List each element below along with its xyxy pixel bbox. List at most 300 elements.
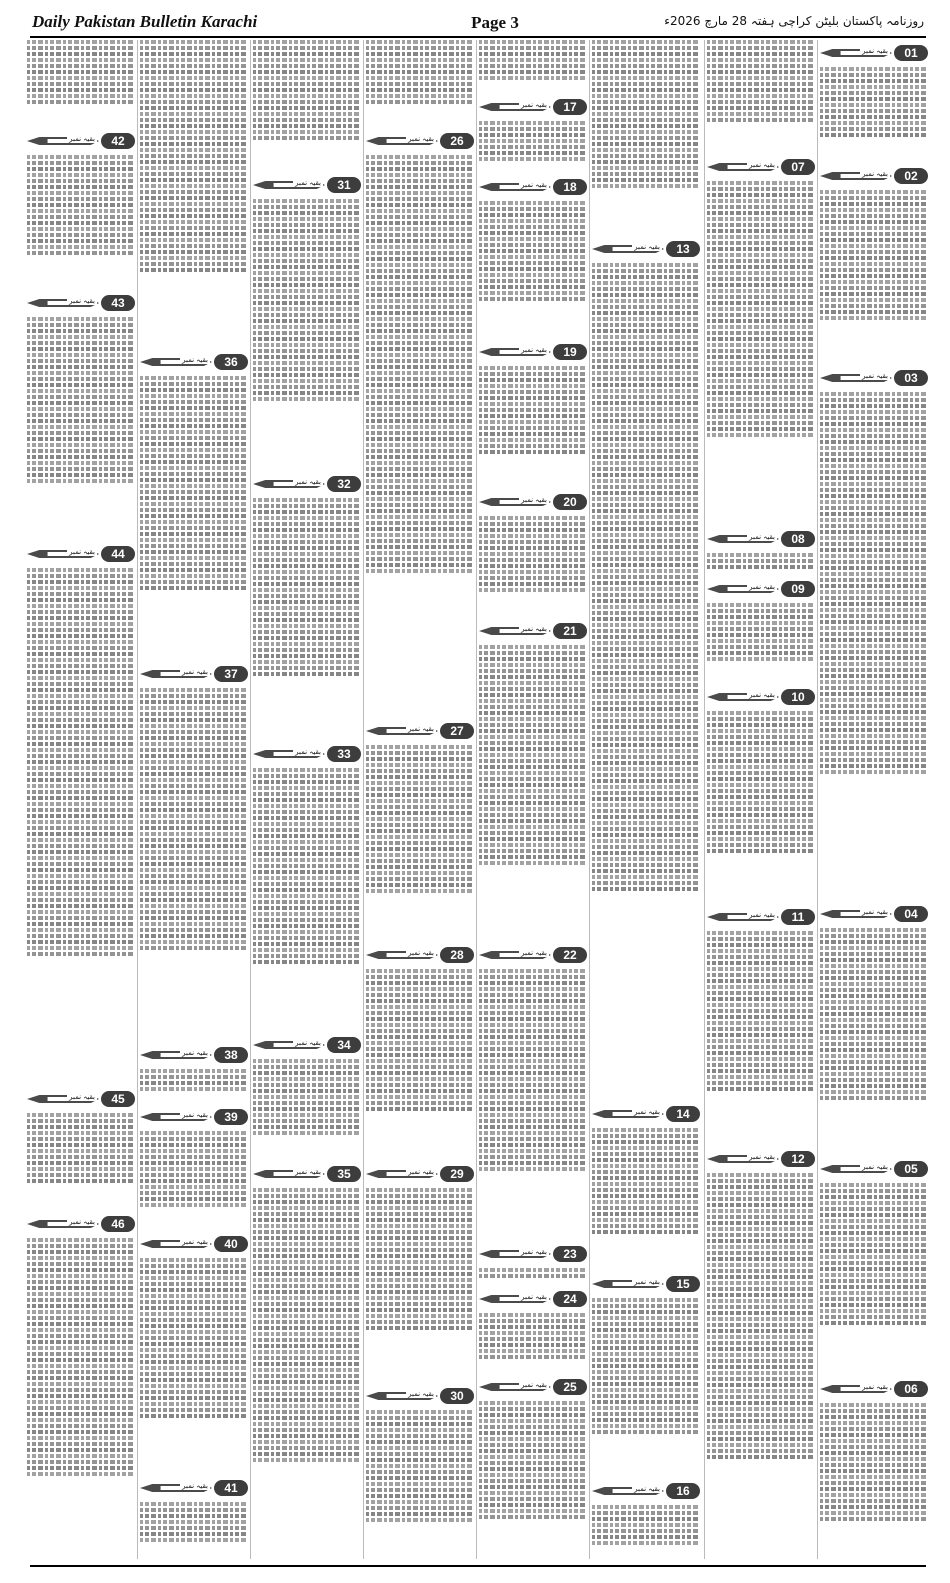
text-line — [140, 376, 248, 380]
text-line — [253, 1368, 361, 1372]
text-line — [820, 590, 928, 594]
text-line — [479, 741, 587, 745]
text-line — [27, 161, 135, 165]
text-line — [27, 76, 135, 80]
text-line — [707, 193, 815, 197]
text-line — [366, 557, 474, 561]
text-line — [27, 604, 135, 608]
continuation-marker — [140, 665, 248, 683]
text-line — [253, 331, 361, 335]
text-line — [479, 273, 587, 277]
continuation-number-badge: 32 — [327, 476, 361, 492]
text-line — [820, 1012, 928, 1016]
text-line — [820, 109, 928, 113]
article-text — [479, 643, 587, 944]
text-line — [592, 761, 700, 765]
text-line — [140, 1075, 248, 1079]
text-line — [707, 1209, 815, 1213]
continuation-marker — [479, 1290, 587, 1308]
text-line — [366, 287, 474, 291]
continuation-marker — [592, 1482, 700, 1500]
continuation-marker — [253, 745, 361, 763]
text-line — [253, 1434, 361, 1438]
text-line — [140, 922, 248, 926]
text-line — [707, 70, 815, 74]
text-line — [366, 293, 474, 297]
text-line — [820, 1231, 928, 1235]
text-line — [27, 377, 135, 381]
text-line — [253, 52, 361, 56]
text-line — [592, 269, 700, 273]
text-line — [707, 943, 815, 947]
text-line — [820, 1511, 928, 1515]
continuation-label: بقیہ نمبر — [69, 297, 95, 305]
text-line — [479, 987, 587, 991]
text-line — [140, 772, 248, 776]
text-line — [707, 1033, 815, 1037]
text-line — [140, 1312, 248, 1316]
text-line — [820, 548, 928, 552]
text-line — [592, 1316, 700, 1320]
text-line — [479, 657, 587, 661]
text-line — [707, 247, 815, 251]
text-line — [820, 304, 928, 308]
text-line — [253, 130, 361, 134]
text-line — [479, 139, 587, 143]
text-line — [820, 554, 928, 558]
text-line — [366, 167, 474, 171]
text-line — [707, 1221, 815, 1225]
continuation-label: بقیہ نمبر — [749, 583, 775, 591]
text-line — [479, 1461, 587, 1465]
text-line — [707, 1185, 815, 1189]
text-line — [820, 292, 928, 296]
text-line — [140, 532, 248, 536]
pen-icon — [592, 1277, 664, 1291]
text-line — [479, 711, 587, 715]
text-line — [592, 136, 700, 140]
text-line — [140, 64, 248, 68]
text-line — [140, 124, 248, 128]
text-line — [366, 197, 474, 201]
text-line — [253, 1380, 361, 1384]
text-line — [707, 753, 815, 757]
text-line — [140, 1161, 248, 1165]
continuation-label: بقیہ نمبر — [295, 1039, 321, 1047]
text-line — [707, 1075, 815, 1079]
continuation-label: بقیہ نمبر — [182, 356, 208, 364]
text-line — [366, 1296, 474, 1300]
text-line — [140, 754, 248, 758]
text-line — [820, 976, 928, 980]
text-line — [820, 1505, 928, 1509]
text-line — [707, 373, 815, 377]
text-line — [479, 372, 587, 376]
text-line — [479, 450, 587, 454]
article-text — [820, 1401, 928, 1561]
text-line — [592, 377, 700, 381]
text-line — [820, 512, 928, 516]
text-line — [707, 1425, 815, 1429]
text-line — [253, 295, 361, 299]
text-line — [820, 1243, 928, 1247]
text-line — [140, 1324, 248, 1328]
text-line — [479, 681, 587, 685]
text-line — [140, 694, 248, 698]
text-line — [140, 58, 248, 62]
text-line — [253, 846, 361, 850]
text-line — [253, 522, 361, 526]
text-line — [253, 1188, 361, 1192]
text-line — [707, 1257, 815, 1261]
text-line — [366, 527, 474, 531]
text-line — [479, 705, 587, 709]
text-line — [820, 1285, 928, 1289]
text-line — [479, 849, 587, 853]
text-line — [479, 243, 587, 247]
text-line — [140, 1538, 248, 1542]
text-line — [366, 533, 474, 537]
text-line — [27, 317, 135, 321]
article-text — [707, 1171, 815, 1561]
text-line — [140, 580, 248, 584]
text-line — [140, 1342, 248, 1346]
continuation-number-badge: 19 — [553, 344, 587, 360]
text-line — [140, 52, 248, 56]
text-line — [707, 747, 815, 751]
text-line — [27, 616, 135, 620]
text-line — [27, 251, 135, 255]
text-line — [253, 313, 361, 317]
text-line — [27, 395, 135, 399]
text-line — [253, 672, 361, 676]
text-line — [592, 599, 700, 603]
text-line — [592, 1230, 700, 1234]
continuation-number-badge: 28 — [440, 947, 474, 963]
text-line — [27, 826, 135, 830]
text-line — [820, 1321, 928, 1325]
continuation-number-badge: 04 — [894, 906, 928, 922]
text-line — [479, 1131, 587, 1135]
text-line — [820, 500, 928, 504]
text-line — [140, 1336, 248, 1340]
pen-icon — [479, 1247, 551, 1261]
text-line — [140, 730, 248, 734]
text-line — [479, 1337, 587, 1341]
text-line — [592, 323, 700, 327]
text-line — [366, 1464, 474, 1468]
text-line — [707, 1407, 815, 1411]
text-line — [27, 88, 135, 92]
text-line — [820, 1042, 928, 1046]
text-line — [707, 1395, 815, 1399]
text-line — [479, 522, 587, 526]
text-line — [479, 789, 587, 793]
text-line — [27, 904, 135, 908]
text-line — [820, 1493, 928, 1497]
text-line — [707, 421, 815, 425]
text-line — [366, 859, 474, 863]
text-line — [707, 1239, 815, 1243]
text-line — [27, 598, 135, 602]
pen-icon — [479, 100, 551, 114]
continuation-marker — [27, 1090, 135, 1108]
text-line — [479, 64, 587, 68]
text-line — [479, 570, 587, 574]
text-line — [479, 771, 587, 775]
masthead — [30, 10, 926, 38]
article-text — [366, 38, 474, 130]
text-line — [140, 1179, 248, 1183]
text-line — [366, 1428, 474, 1432]
text-line — [140, 808, 248, 812]
text-line — [27, 1322, 135, 1326]
text-line — [479, 249, 587, 253]
text-line — [27, 952, 135, 956]
text-line — [820, 250, 928, 254]
continuation-number-badge: 18 — [553, 179, 587, 195]
text-line — [820, 410, 928, 414]
continuation-number-badge: 41 — [214, 1480, 248, 1496]
text-line — [479, 414, 587, 418]
continuation-label: بقیہ نمبر — [182, 1482, 208, 1490]
text-line — [27, 1370, 135, 1374]
continuation-marker — [479, 343, 587, 361]
continuation-label: بقیہ نمبر — [182, 1049, 208, 1057]
text-line — [366, 1488, 474, 1492]
text-line — [820, 578, 928, 582]
text-line — [820, 1189, 928, 1193]
text-line — [707, 997, 815, 1001]
text-line — [140, 802, 248, 806]
text-line — [140, 244, 248, 248]
text-line — [27, 1286, 135, 1290]
text-line — [707, 801, 815, 805]
text-line — [479, 1485, 587, 1489]
text-line — [140, 784, 248, 788]
text-line — [592, 130, 700, 134]
text-line — [253, 271, 361, 275]
text-line — [479, 267, 587, 271]
text-line — [27, 928, 135, 932]
article-text — [253, 197, 361, 473]
text-line — [707, 313, 815, 317]
text-line — [479, 1509, 587, 1513]
text-line — [820, 232, 928, 236]
text-line — [592, 118, 700, 122]
text-line — [820, 97, 928, 101]
continuation-number-badge: 34 — [327, 1037, 361, 1053]
article-text — [707, 929, 815, 1148]
text-line — [479, 981, 587, 985]
text-line — [27, 215, 135, 219]
text-line — [140, 778, 248, 782]
text-line — [479, 546, 587, 550]
column-divider — [137, 40, 138, 1559]
text-line — [592, 1376, 700, 1380]
text-line — [592, 1388, 700, 1392]
text-line — [707, 949, 815, 953]
pen-icon — [820, 1382, 892, 1396]
text-line — [479, 285, 587, 289]
text-line — [253, 1446, 361, 1450]
text-line — [366, 1308, 474, 1312]
text-line — [27, 586, 135, 590]
text-line — [27, 874, 135, 878]
text-line — [140, 238, 248, 242]
text-line — [707, 361, 815, 365]
text-line — [27, 383, 135, 387]
pen-icon — [27, 547, 99, 561]
text-line — [592, 317, 700, 321]
text-line — [253, 277, 361, 281]
text-line — [592, 1352, 700, 1356]
text-line — [366, 871, 474, 875]
text-line — [820, 698, 928, 702]
text-line — [820, 1427, 928, 1431]
text-line — [140, 1318, 248, 1322]
text-line — [592, 797, 700, 801]
text-line — [140, 394, 248, 398]
text-line — [707, 379, 815, 383]
text-line — [820, 934, 928, 938]
text-line — [253, 106, 361, 110]
text-line — [479, 438, 587, 442]
text-line — [820, 964, 928, 968]
text-line — [479, 1343, 587, 1347]
text-line — [27, 443, 135, 447]
text-line — [820, 1475, 928, 1479]
text-line — [592, 809, 700, 813]
text-line — [592, 737, 700, 741]
text-line — [592, 833, 700, 837]
pen-icon — [253, 1167, 325, 1181]
text-line — [707, 337, 815, 341]
text-line — [140, 928, 248, 932]
text-line — [253, 798, 361, 802]
text-line — [253, 906, 361, 910]
text-line — [592, 341, 700, 345]
pen-icon — [253, 178, 325, 192]
text-line — [592, 773, 700, 777]
text-line — [592, 1310, 700, 1314]
text-line — [253, 558, 361, 562]
text-line — [707, 253, 815, 257]
text-line — [707, 955, 815, 959]
text-line — [592, 1382, 700, 1386]
text-line — [592, 653, 700, 657]
newspaper-title-english: Daily Pakistan Bulletin Karachi — [32, 12, 258, 31]
text-line — [707, 789, 815, 793]
text-line — [27, 670, 135, 674]
text-line — [366, 239, 474, 243]
text-line — [592, 184, 700, 188]
text-line — [820, 1517, 928, 1521]
text-line — [366, 1470, 474, 1474]
text-line — [479, 70, 587, 74]
text-line — [366, 395, 474, 399]
text-line — [140, 874, 248, 878]
text-line — [366, 1083, 474, 1087]
text-line — [253, 301, 361, 305]
text-line — [27, 850, 135, 854]
text-line — [140, 1378, 248, 1382]
text-line — [366, 1089, 474, 1093]
text-line — [820, 298, 928, 302]
text-line — [27, 814, 135, 818]
text-line — [140, 568, 248, 572]
text-line — [707, 1087, 815, 1091]
text-line — [479, 1089, 587, 1093]
text-line — [707, 1299, 815, 1303]
text-line — [27, 203, 135, 207]
text-line — [366, 757, 474, 761]
text-line — [253, 1314, 361, 1318]
text-line — [27, 1364, 135, 1368]
continuation-marker — [366, 132, 474, 150]
article-text — [140, 1067, 248, 1106]
text-line — [707, 1419, 815, 1423]
text-line — [253, 349, 361, 353]
article-text — [253, 38, 361, 174]
text-line — [27, 610, 135, 614]
text-line — [366, 353, 474, 357]
article-column — [253, 38, 361, 1561]
text-line — [479, 1077, 587, 1081]
continuation-marker — [592, 240, 700, 258]
text-line — [27, 449, 135, 453]
text-line — [27, 820, 135, 824]
pen-icon — [820, 46, 892, 60]
text-line — [140, 520, 248, 524]
text-line — [140, 478, 248, 482]
text-line — [140, 40, 248, 44]
text-line — [27, 910, 135, 914]
text-line — [27, 790, 135, 794]
text-line — [592, 287, 700, 291]
text-line — [479, 1325, 587, 1329]
text-line — [140, 472, 248, 476]
text-line — [27, 185, 135, 189]
text-line — [707, 289, 815, 293]
article-text — [253, 1186, 361, 1561]
text-line — [366, 545, 474, 549]
text-line — [592, 1541, 700, 1545]
continuation-marker — [27, 1215, 135, 1233]
pen-icon — [479, 495, 551, 509]
text-line — [707, 397, 815, 401]
text-line — [366, 245, 474, 249]
text-line — [592, 425, 700, 429]
continuation-marker — [707, 530, 815, 548]
text-line — [592, 569, 700, 573]
text-line — [592, 82, 700, 86]
text-line — [592, 815, 700, 819]
text-line — [366, 1326, 474, 1330]
pen-icon — [479, 345, 551, 359]
text-line — [707, 205, 815, 209]
text-line — [366, 1095, 474, 1099]
article-text — [592, 261, 700, 1103]
text-line — [140, 46, 248, 50]
text-line — [366, 829, 474, 833]
text-line — [479, 1331, 587, 1335]
text-line — [366, 1011, 474, 1015]
text-line — [592, 461, 700, 465]
text-line — [366, 209, 474, 213]
text-line — [27, 419, 135, 423]
text-line — [140, 1526, 248, 1530]
